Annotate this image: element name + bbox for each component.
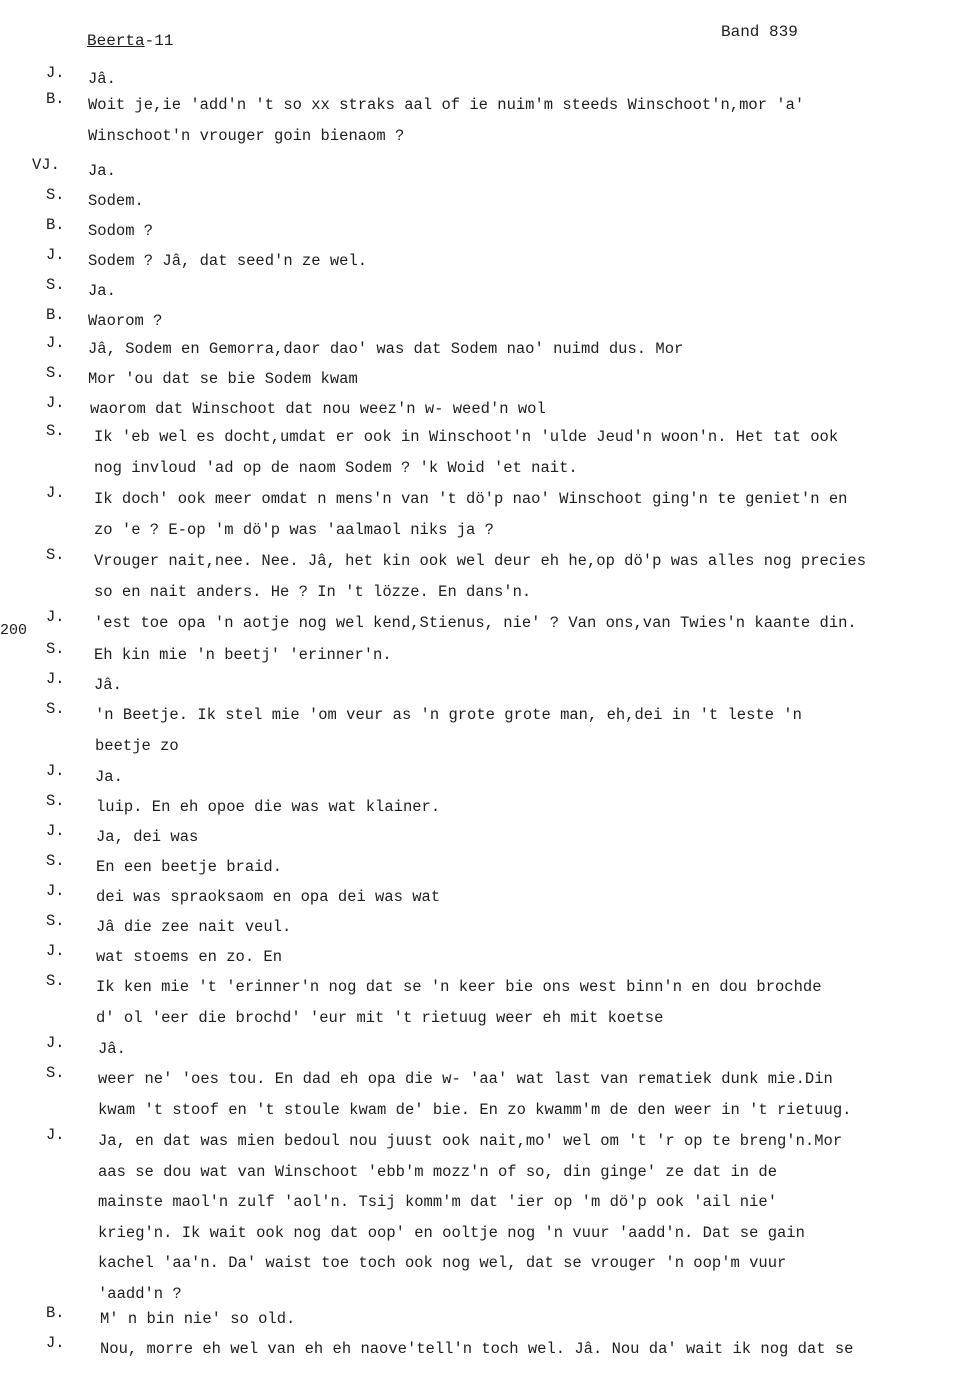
utterance-line: Sodem ? Jâ, dat seed'n ze wel. xyxy=(88,252,368,270)
utterance-line: luip. En eh opoe die was wat klainer. xyxy=(96,798,441,816)
utterance-text xyxy=(95,762,973,793)
utterance-line: d' ol 'eer die brochd' 'eur mit 't rietuug weer eh mit koetse xyxy=(96,1008,664,1027)
utterance-line: Woit je,ie 'add'n 't so xx straks aal of ie nuim'm steeds Winschoot'n,mor 'a' xyxy=(88,96,805,114)
title-place: Beerta xyxy=(87,32,145,50)
utterance-line: Vrouger nait,nee. Nee. Jâ, het kin ook wel deur eh he,op dö'p was alles nog precies xyxy=(94,552,867,570)
utterance-line: 'n Beetje. Ik stel mie 'om veur as 'n grote grote man, eh,dei in 't leste 'n xyxy=(95,706,802,724)
utterance-text xyxy=(94,422,973,483)
utterance-text xyxy=(90,394,973,425)
speaker-label: J. xyxy=(46,822,65,840)
utterance-line: Ja. xyxy=(95,768,123,786)
utterance-text xyxy=(95,700,973,761)
tape-label: Band 839 xyxy=(721,23,798,41)
speaker-label: J. xyxy=(46,246,65,264)
utterance-line: kwam 't stoof en 't stoule kwam de' bie. En zo kwamm'm de den weer in 't rietuug. xyxy=(98,1100,852,1119)
utterance-text xyxy=(94,546,973,607)
utterance-line: M' n bin nie' so old. xyxy=(100,1310,296,1328)
speaker-label: B. xyxy=(46,306,65,324)
utterance-line: waorom dat Winschoot dat nou weez'n w- weed'n wol xyxy=(90,400,546,418)
speaker-label: J. xyxy=(46,762,65,780)
speaker-label: J. xyxy=(46,882,65,900)
utterance-text xyxy=(96,792,973,823)
utterance-line: kachel 'aa'n. Da' waist toe toch ook nog wel, dat se vrouger 'n oop'm vuur xyxy=(98,1254,787,1272)
speaker-label: J. xyxy=(46,1034,65,1052)
utterance-text xyxy=(100,1304,973,1335)
utterance-line: Jâ, Sodem en Gemorra,daor dao' was dat Sodem nao' nuimd dus. Mor xyxy=(88,340,684,358)
speaker-label: S. xyxy=(46,186,65,204)
document-title xyxy=(87,32,173,50)
speaker-label: S. xyxy=(46,700,65,718)
speaker-label: J. xyxy=(46,394,65,412)
utterance-text xyxy=(98,1126,973,1309)
speaker-label: VJ. xyxy=(32,156,60,174)
utterance-text xyxy=(88,334,973,365)
utterance-line: zo 'e ? E-op 'm dö'p was 'aalmaol niks ja ? xyxy=(94,520,494,539)
utterance-text xyxy=(88,306,973,337)
speaker-label: S. xyxy=(46,640,65,658)
utterance-line: Waorom ? xyxy=(88,312,163,330)
utterance-line: Nou, morre eh wel van eh eh naove'tell'n toch wel. Jâ. Nou da' wait ik nog dat se xyxy=(100,1340,854,1358)
utterance-line: Ja, en dat was mien bedoul nou juust ook nait,mo' wel om 't 'r op te breng'n.Mor xyxy=(98,1132,843,1150)
utterance-text xyxy=(88,90,973,151)
speaker-label: J. xyxy=(46,1334,65,1352)
speaker-label: S. xyxy=(46,276,65,294)
utterance-text xyxy=(94,640,973,671)
speaker-label: J. xyxy=(46,942,65,960)
utterance-text xyxy=(94,670,973,701)
utterance-line: nog invloud 'ad op de naom Sodem ? 'k Woid 'et nait. xyxy=(94,458,578,477)
utterance-line: Ik 'eb wel es docht,umdat er ook in Winschoot'n 'ulde Jeud'n woon'n. Het tat ook xyxy=(94,428,839,446)
margin-counter: 200 xyxy=(0,622,28,639)
speaker-label: S. xyxy=(46,912,65,930)
utterance-text xyxy=(88,186,973,217)
utterance-text xyxy=(88,276,973,307)
utterance-line: Eh kin mie 'n beetj' 'erinner'n. xyxy=(94,646,392,664)
speaker-label: S. xyxy=(46,792,65,810)
speaker-label: S. xyxy=(46,1064,65,1082)
utterance-line: Jâ. xyxy=(94,676,122,694)
utterance-text xyxy=(98,1064,973,1125)
utterance-line: Mor 'ou dat se bie Sodem kwam xyxy=(88,370,358,388)
utterance-line: Winschoot'n vrouger goin bienaom ? xyxy=(88,126,405,145)
utterance-text xyxy=(96,942,973,973)
utterance-text xyxy=(96,852,973,883)
speaker-label: S. xyxy=(46,852,65,870)
speaker-label: J. xyxy=(46,670,65,688)
utterance-text xyxy=(88,246,973,277)
utterance-line: beetje zo xyxy=(95,736,179,755)
utterance-line: wat stoems en zo. En xyxy=(96,948,283,966)
utterance-line: En een beetje braid. xyxy=(96,858,283,876)
utterance-line: Ja. xyxy=(88,162,116,180)
utterance-text xyxy=(100,1334,973,1365)
utterance-text xyxy=(98,1034,973,1065)
speaker-label: J. xyxy=(46,608,65,626)
utterance-line: Jâ. xyxy=(88,70,116,88)
utterance-text xyxy=(96,912,973,943)
speaker-label: S. xyxy=(46,546,65,564)
utterance-line: Jâ die zee nait veul. xyxy=(96,918,292,936)
title-number: -11 xyxy=(144,32,174,50)
speaker-label: B. xyxy=(46,1304,65,1322)
utterance-line: 'aadd'n ? xyxy=(98,1284,182,1303)
utterance-text xyxy=(88,156,973,187)
utterance-text xyxy=(96,972,973,1033)
utterance-line: dei was spraoksaom en opa dei was wat xyxy=(96,888,441,906)
utterance-line: Ja. xyxy=(88,282,116,300)
utterance-line: Jâ. xyxy=(98,1040,126,1058)
utterance-line: krieg'n. Ik wait ook nog dat oop' en ooltje nog 'n vuur 'aadd'n. Dat se gain xyxy=(98,1223,805,1242)
utterance-line: so en nait anders. He ? In 't lözze. En dans'n. xyxy=(94,582,532,601)
utterance-line: 'est toe opa 'n aotje nog wel kend,Stienus, nie' ? Van ons,van Twies'n kaante din. xyxy=(94,614,857,632)
utterance-text xyxy=(88,364,973,395)
utterance-line: Ik doch' ook meer omdat n mens'n van 't dö'p nao' Winschoot ging'n te geniet'n en xyxy=(94,490,848,508)
speaker-label: J. xyxy=(46,334,65,352)
speaker-label: S. xyxy=(46,972,65,990)
utterance-line: aas se dou wat van Winschoot 'ebb'm mozz'n of so, din ginge' ze dat in de xyxy=(98,1162,778,1181)
utterance-line: Ja, dei was xyxy=(96,828,199,846)
speaker-label: J. xyxy=(46,64,65,82)
utterance-line: mainste maol'n zulf 'aol'n. Tsij komm'm dat 'ier op 'm dö'p ook 'ail nie' xyxy=(98,1193,778,1211)
utterance-text xyxy=(96,882,973,913)
utterance-line: weer ne' 'oes tou. En dad eh opa die w- 'aa' wat last van rematiek dunk mie.Din xyxy=(98,1070,833,1088)
utterance-line: Sodom ? xyxy=(88,222,154,240)
utterance-text xyxy=(96,822,973,853)
speaker-label: S. xyxy=(46,422,65,440)
utterance-text xyxy=(88,216,973,247)
utterance-text xyxy=(94,484,973,545)
speaker-label: J. xyxy=(46,1126,65,1144)
speaker-label: J. xyxy=(46,484,65,502)
utterance-text xyxy=(94,608,973,639)
speaker-label: S. xyxy=(46,364,65,382)
speaker-label: B. xyxy=(46,216,65,234)
utterance-line: Sodem. xyxy=(88,192,144,210)
utterance-line: Ik ken mie 't 'erinner'n nog dat se 'n keer bie ons west binn'n en dou brochde xyxy=(96,978,822,996)
speaker-label: B. xyxy=(46,90,65,108)
